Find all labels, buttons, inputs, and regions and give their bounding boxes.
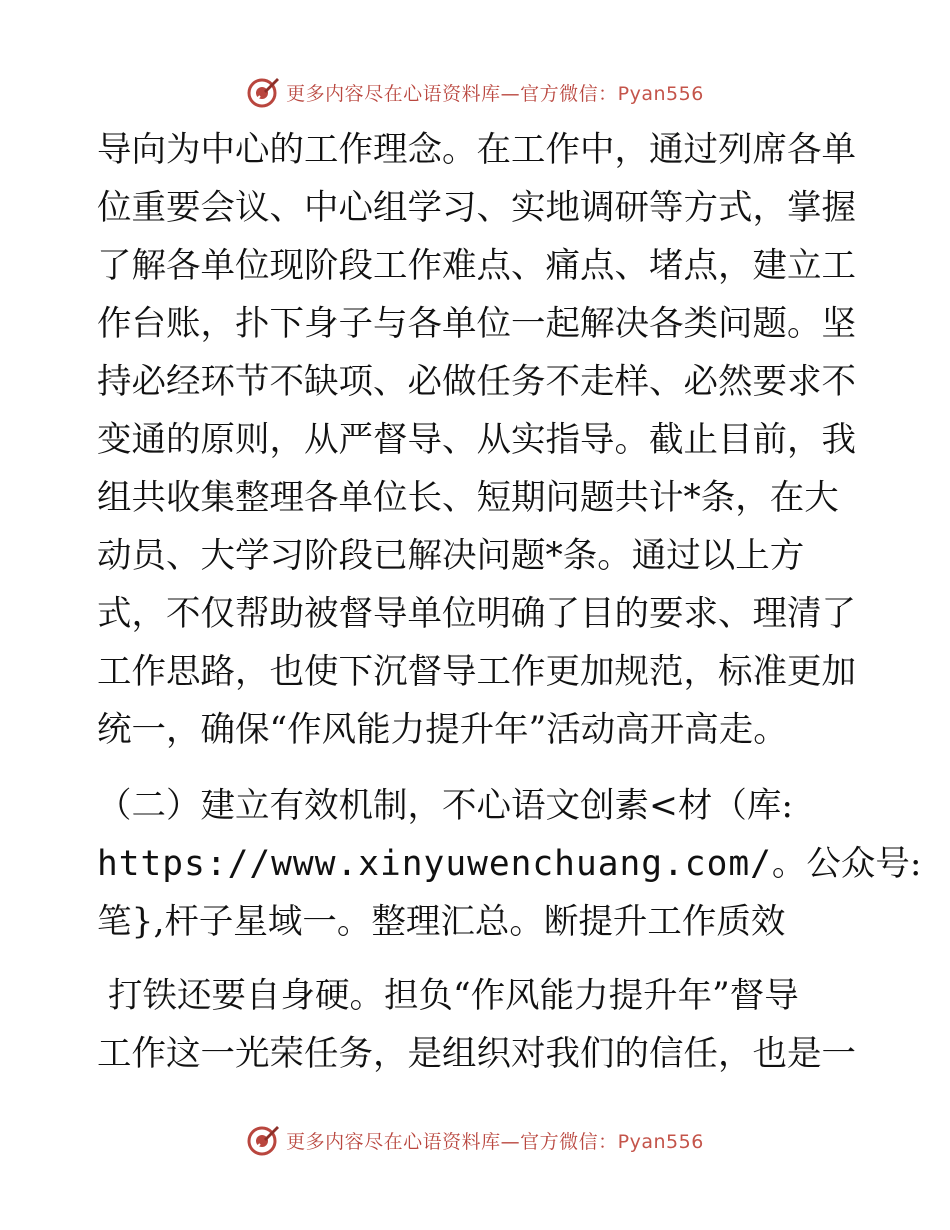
watermark-text: 更多内容尽在心语资料库—官方微信： xyxy=(286,82,618,105)
watermark-account: Pyan556 xyxy=(617,82,704,105)
source-url: https://www.xinyuwenchuang.com/ xyxy=(97,844,772,884)
paragraph-line: 持必经环节不缺项、必做任务不走样、必然要求不 xyxy=(97,362,856,402)
paragraph-line: 统一，确保“作风能力提升年”活动高开高走。 xyxy=(97,710,788,750)
watermark-text: 更多内容尽在心语资料库—官方微信： xyxy=(286,1130,618,1153)
paragraph-line: 位重要会议、中心组学习、实地调研等方式，掌握 xyxy=(97,188,856,228)
paragraph-line: 工作这一光荣任务，是组织对我们的信任，也是一 xyxy=(97,1034,856,1074)
pen-logo-icon xyxy=(246,1123,280,1157)
paragraph-line: 动员、大学习阶段已解决问题*条。通过以上方 xyxy=(97,536,805,576)
section-heading-suffix: 。公众号: xyxy=(771,844,922,884)
paragraph-line: 作台账，扑下身子与各单位一起解决各类问题。坚 xyxy=(97,304,856,344)
footer-watermark xyxy=(0,1120,950,1160)
section-heading: 笔},杆子星域一。整理汇总。断提升工作质效 xyxy=(97,902,786,942)
paragraph-line: 工作思路，也使下沉督导工作更加规范，标准更加 xyxy=(97,652,856,692)
section-heading: （二）建立有效机制，不心语文创素<材（库: xyxy=(97,786,794,826)
paragraph-line: 式，不仅帮助被督导单位明确了目的要求、理清了 xyxy=(97,594,856,634)
paragraph-line: 组共收集整理各单位长、短期问题共计*条，在大 xyxy=(97,478,839,518)
watermark-account: Pyan556 xyxy=(617,1130,704,1153)
section-heading-url-line xyxy=(97,842,922,886)
paragraph-line: 了解各单位现阶段工作难点、痛点、堵点，建立工 xyxy=(97,246,856,286)
paragraph-line: 打铁还要自身硬。担负“作风能力提升年”督导 xyxy=(97,976,799,1016)
header-watermark xyxy=(0,72,950,112)
pen-logo-icon xyxy=(246,75,280,109)
paragraph-line: 导向为中心的工作理念。在工作中，通过列席各单 xyxy=(97,130,856,170)
paragraph-line: 变通的原则，从严督导、从实指导。截止目前，我 xyxy=(97,420,856,460)
